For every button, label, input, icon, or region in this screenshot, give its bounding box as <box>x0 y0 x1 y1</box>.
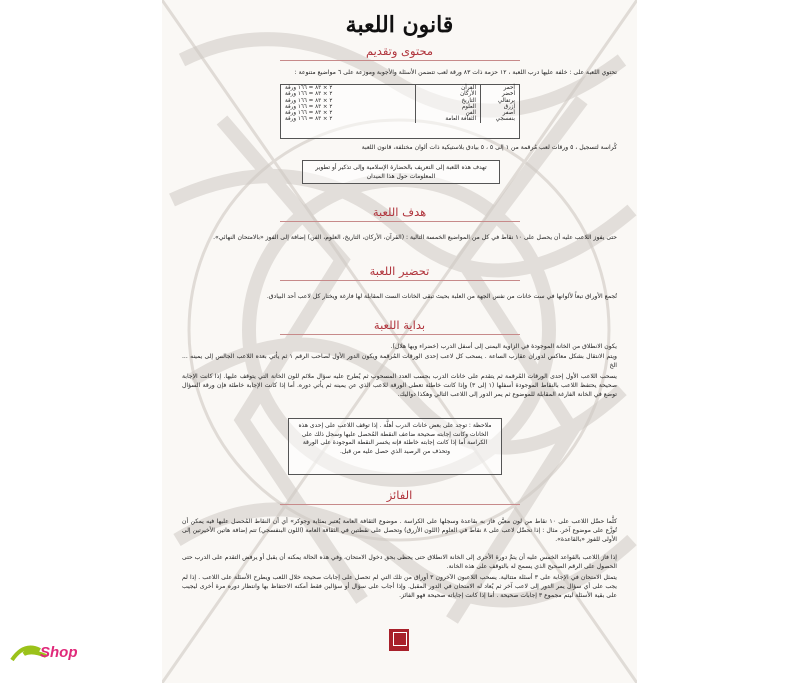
content-intro-paragraph: تحتوي اللعبة على : خلفة عليها درب اللعبة ، ١٢ حزمة ذات ٨٣ ورقة لعب تتضمن الأسئلة والأجوبة وموزعة على ٦ مواضيع متنوعة : <box>294 69 617 76</box>
winner-paragraph-3: يتمثل الامتحان في الإجابة على ٣ أسئلة متتالية. يسحب اللاعبون الآخرون ٣ أوراق من تلك التي لم تحصل على إجابات صحيحة خلال اللعب ويطرح الأسئلة على اللاعب . إذا لم يجب على أي سؤال يمر الدور إلى لاعب آخر ثم يُعاد له الامتحان في الدور المقبل. وإذا أجاب على سؤال أو سؤالين فقط أمكنه الاحتفاظ بها وانتظار دوره مرة أخرى ليجيب على بقية الأسئلة ليتم مجموع ٣ إجابات صحيحة . أما إذا كانت إجاباته صحيحة فهو الفائز. <box>182 574 618 599</box>
prep-paragraph: تُجمع الأوراق تبعاً لألوانها في ست خانات من نفس الجهة من العلبة بحيث تبقى الخانات الست المقابلة لها فارغة ويختار كل لاعب أحد البيادق. <box>266 293 617 300</box>
topic-count: ٢ × ٨٣ = ١٦٦ ورقة <box>285 85 333 91</box>
section-divider <box>280 221 520 222</box>
section-heading-goal <box>162 205 637 222</box>
topic-color: أصفر <box>502 110 515 117</box>
aim-box-text: تهدف هذه اللعبة إلى التعريف بالحضارة الإسلامية وإلى تذكير أو تطوير المعلومات حول هذا الميدان <box>315 164 487 180</box>
topic-subject: القرآن <box>416 85 481 91</box>
game-rules-page <box>162 0 637 683</box>
topics-table <box>280 84 520 139</box>
shop-logo <box>10 636 130 676</box>
page-title: قانون اللعبة <box>345 12 454 38</box>
content-after-paragraph: كُراسة لتسجيل ، ٥ ورقات لعب مُرقمة من ١ إلى ٥ ، ٥ بيادق بلاستيكية ذات ألوان مختلفة، قانون اللعبة <box>361 144 617 151</box>
section-goal-label: هدف اللعبة <box>372 205 427 219</box>
topic-subject: الثقافة العامة <box>416 116 481 122</box>
topic-count: ٢ × ٨٣ = ١٦٦ ورقة <box>285 97 333 104</box>
section-heading-start <box>162 318 637 335</box>
topic-subject: التاريخ <box>416 98 481 104</box>
section-winner-label: الفائز <box>386 488 413 502</box>
section-divider <box>280 334 520 335</box>
section-prep-label: تحضير اللعبة <box>369 264 430 278</box>
topic-count: ٢ × ٨٣ = ١٦٦ ورقة <box>285 91 333 98</box>
section-divider <box>280 280 520 281</box>
section-heading-content <box>162 44 637 61</box>
winner-paragraph-2: إذا فاز اللاعب بالقواعد الخمس عليه أن يتمَّ دورة الأحرى إلى الخانة الانطلاق حتى يحظى بحق دخول الامتحان، وفي هذه الحالة يمكنه أن يقبل أو يرفض التقدم على الدرب حتى الحصول على الرقم الصحيح الذي يسمح له بالتوقف على هذه الخانة. <box>182 554 617 570</box>
publisher-logo <box>389 629 409 651</box>
topic-count: ٢ × ٨٣ = ١٦٦ ورقة <box>285 103 333 110</box>
aim-box <box>302 160 500 184</box>
topic-subject: العلوم <box>416 104 481 110</box>
topic-color: برتقالي <box>497 97 515 104</box>
topic-row <box>281 116 519 122</box>
topic-count: ٢ × ٨٣ = ١٦٦ ورقة <box>285 116 333 123</box>
section-start-label: بداية اللعبة <box>373 318 426 332</box>
start-paragraph-3: يسحب اللاعب الأول إحدى الورقات المُرقمة ثم يتقدم على خانات الدرب بحسب العدد المسحوب ثم يُطرح عليه سؤال ملائم للون الخانة التي يتوقف عليها. إذا كانت الإجابة صحيحة يحتفظ اللاعب بالنقاط الموجودة أسفلها (١ إلى ٣) وإذا كانت خاطئة تعطى الورقة للاعب الذي عن يمينه ثم يأتي دوره. أما إذا كانت الإجابة خاطئة فإن ورقة السؤال توضع في الخانة الفارغة المقابلة للموضوع ثم يمر الدور إلى اللاعب التالي وهكذا دواليك. <box>182 373 617 398</box>
section-divider <box>280 60 520 61</box>
topic-color: بنفسجي <box>495 116 515 123</box>
note-box-text: ملاحظة : توجد على بعض خانات الدرب أهلَّة . إذا توقف اللاعب على إحدى هذه الخانات وكانت إجابته صحيحة ضاعف النقطة المُحصل عليها وسجل ذلك على الكراسة أما إذا كانت إجابته خاطئة فإنه يخسر النقطة الموجودة على الورقة وتحذف من الرصيد الذي حصل عليه من قبل. <box>298 422 492 455</box>
topic-color: أزرق <box>503 103 515 110</box>
section-heading-prep <box>162 264 637 281</box>
topic-color: أخضر <box>502 91 515 98</box>
topic-subject: الفن <box>416 110 481 116</box>
topic-subject: الأركان <box>416 91 481 97</box>
winner-paragraph-1: كلَّما حصَّل اللاعب على ١٠ نقاط من لون معيَّن فاز به بقاعدة وسجلها على الكراسة . موضوع الثقافة العامة يُعتبر بمثابة وجوكر» أي أن النقاط المُحصل عليها فيه يمكن أن تُوزَّع على موضوع آخر. مثال : إذا تحصَّل لاعب على ٨ نقاط في العلوم (اللون الأزرق) وتحصل على نقطتين في الثقافة العامة (اللون البنفسجي) تتم إضافة هاتين الأخيرتين إلى الأولى للفوز «بالقاعدة». <box>182 518 617 543</box>
start-paragraph-1: يكون الانطلاق من الخانة الموجودة في الزاوية اليمنى إلى أسفل الدرب (خضراء وبها هلال). <box>390 343 617 350</box>
topic-color: أحمر <box>503 85 515 91</box>
note-box <box>288 418 502 475</box>
section-divider <box>280 504 520 505</box>
topic-count: ٢ × ٨٣ = ١٦٦ ورقة <box>285 110 333 117</box>
shop-logo-text: Shop <box>40 644 78 661</box>
goal-paragraph: حتى يفوز اللاعب عليه أن يحصل على ١٠ نقاط في كل من المواضيع الخمسة التالية : (القرآن، الأركان، التاريخ، العلوم، الفن) إضافة إلى الفوز «بالامتحان النهائي». <box>213 234 617 241</box>
section-content-label: محتوى وتقديم <box>365 44 434 58</box>
section-heading-winner <box>162 488 637 505</box>
start-paragraph-2: ويتم الانتقال بشكل معاكس لدوران عقارب الساعة . يسحب كل لاعب إحدى الورقات المُرقمة ويكون الدور الأول لصاحب الرقم ١ ثم يأتي بعده اللاعب الجالس إلى يمينه ... الخ <box>182 353 617 369</box>
